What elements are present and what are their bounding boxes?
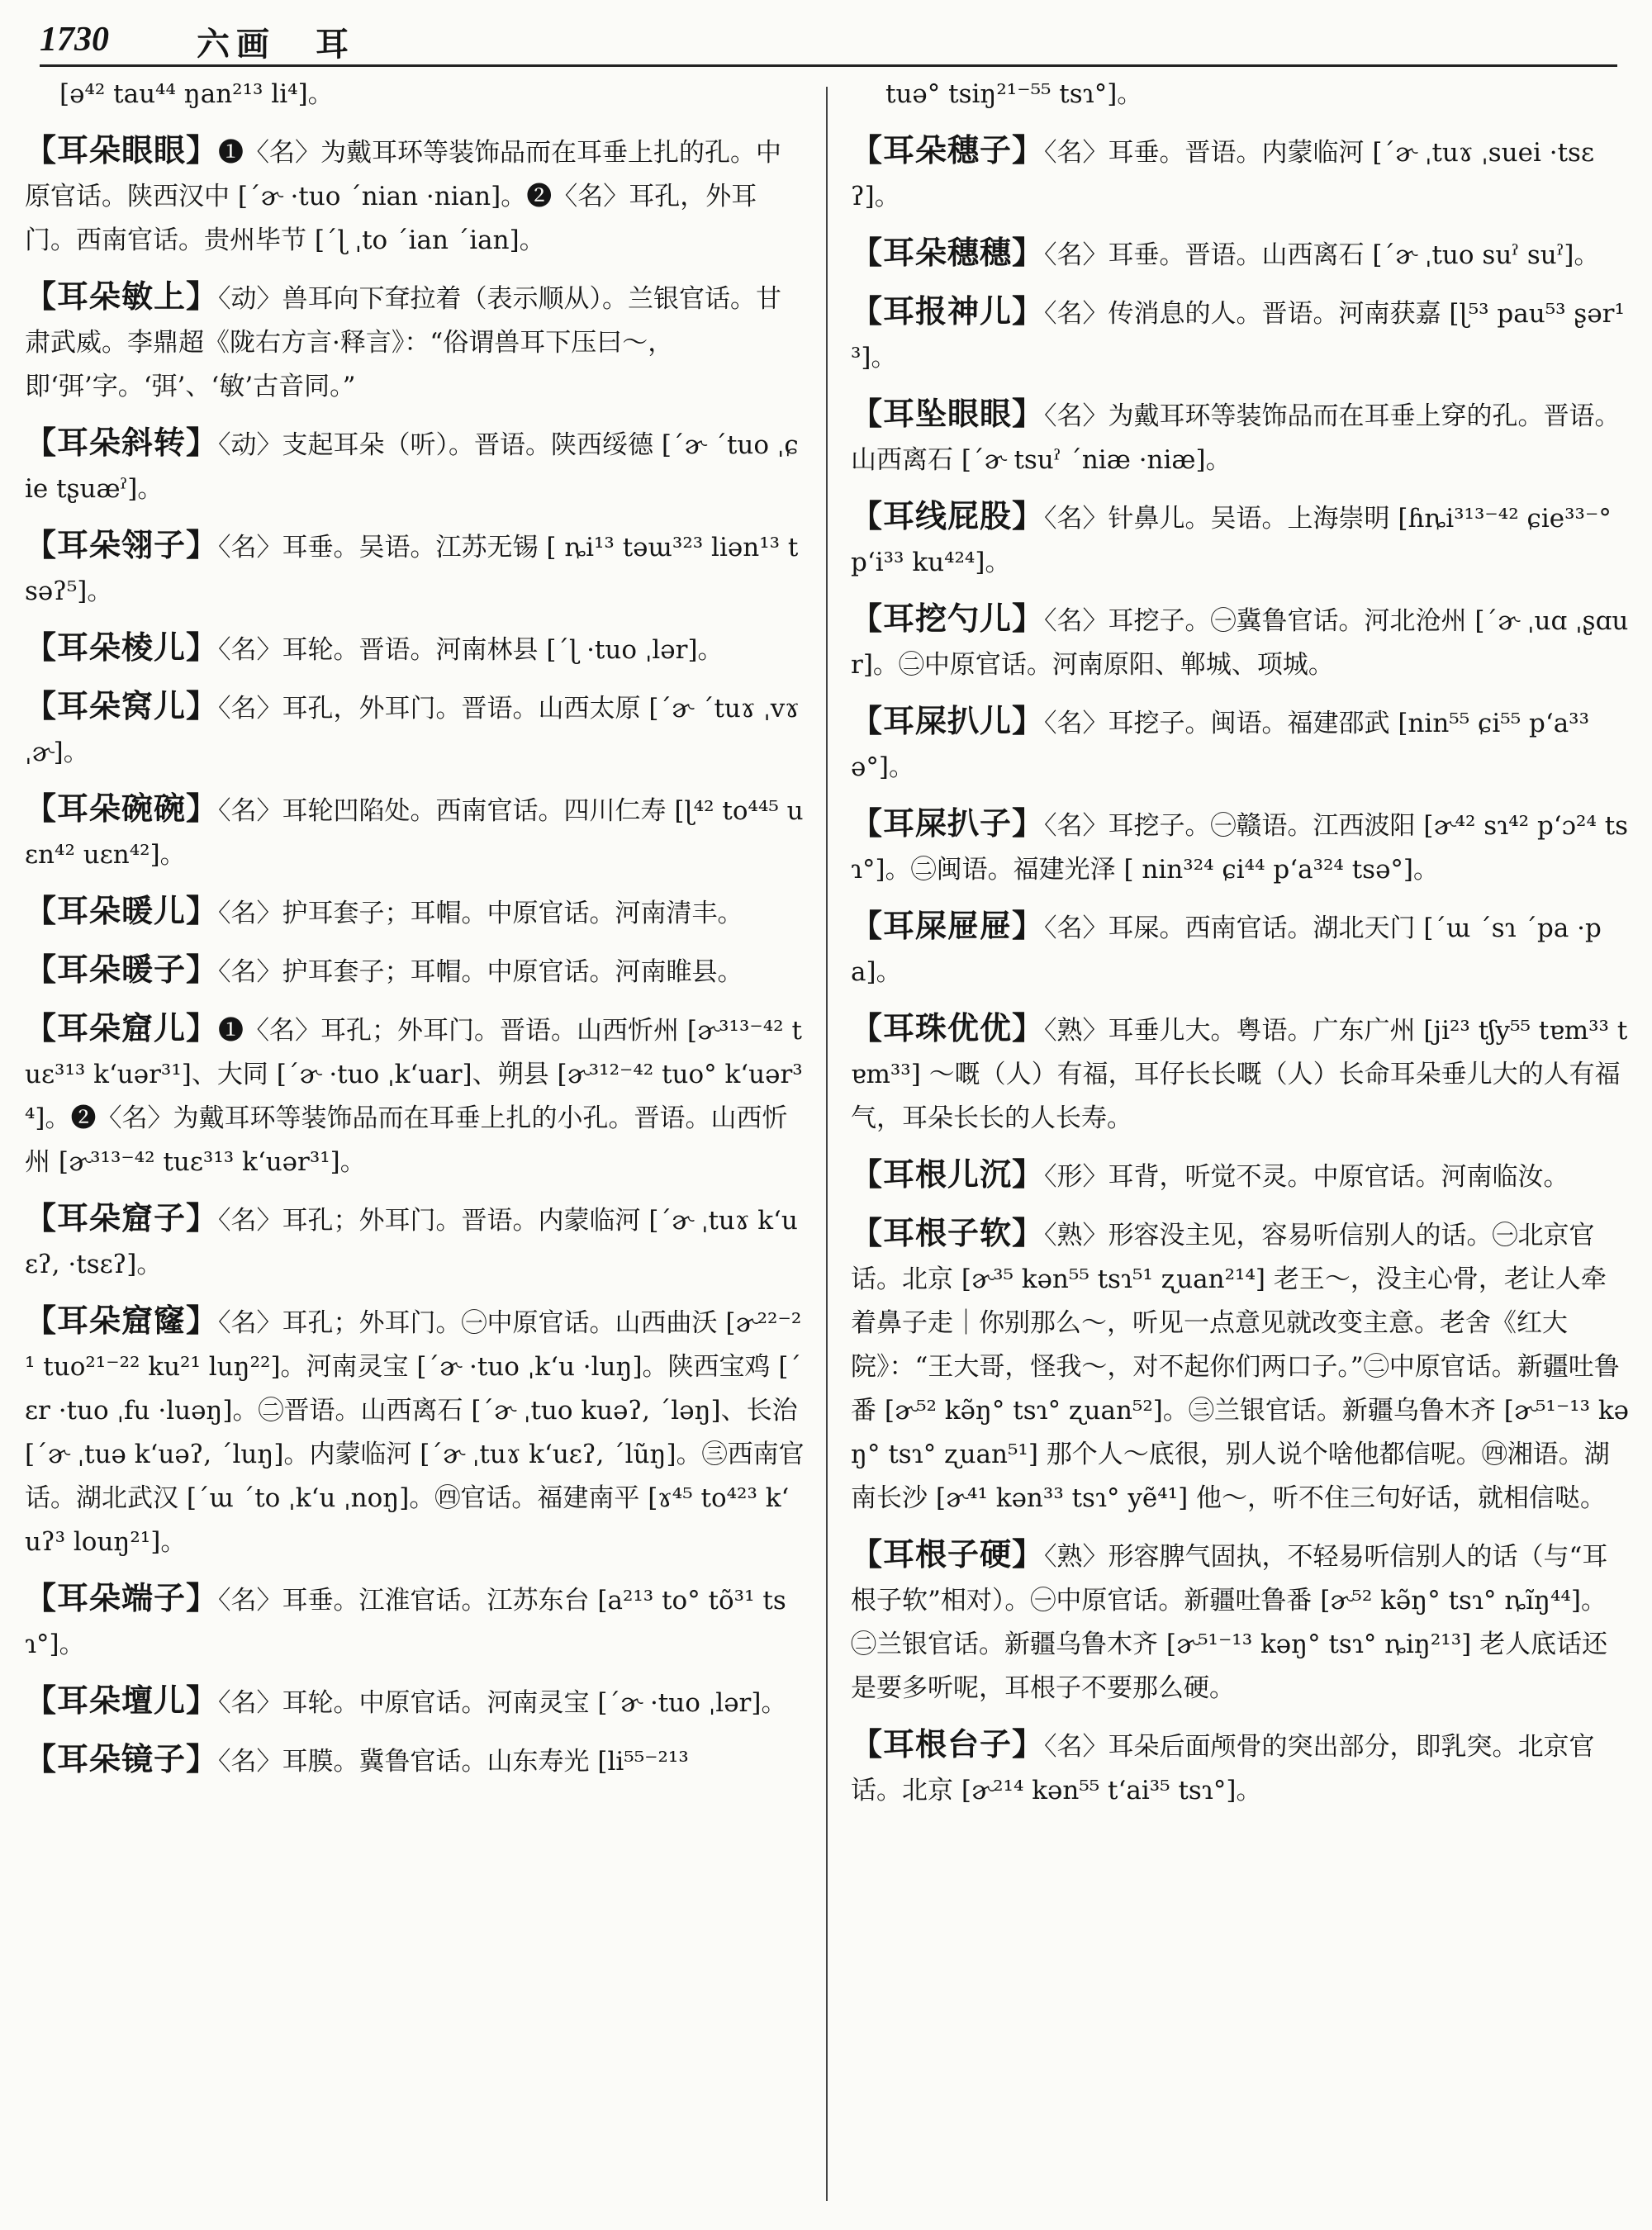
entry-definition: 〈名〉护耳套子；耳帽。中原官话。河南清丰。	[218, 899, 743, 928]
entry-headword: 【耳线屁股】	[851, 497, 1045, 534]
dictionary-entry	[851, 1006, 1631, 1141]
dictionary-entry	[25, 625, 805, 672]
entry-headword: 【耳朵端子】	[25, 1579, 219, 1616]
dictionary-entry	[851, 128, 1631, 219]
entry-headword: 【耳屎屉屉】	[851, 907, 1045, 944]
entry-definition: 〈名〉耳屎。西南官话。湖北天门 [ˊɯ ˊsɿ ˊpa ·pa]。	[851, 913, 1602, 987]
entry-definition: 〈名〉耳垂。吴语。江苏无锡 [ ȵi¹³ təɯ³²³ liən¹³ tsəʔ⁵]。	[25, 533, 799, 606]
dictionary-entry	[25, 128, 805, 263]
entry-definition: 〈名〉耳孔，外耳门。晋语。山西太原 [ˊɚ ˊtuɤ ˌvɤ ˌɚ]。	[25, 694, 800, 767]
entry-headword: 【耳朵穗穗】	[851, 234, 1045, 271]
dictionary-entry	[851, 801, 1631, 892]
dictionary-entry	[851, 391, 1631, 482]
entry-headword: 【耳朵暖儿】	[25, 892, 219, 929]
entry-headword: 【耳朵穗子】	[851, 131, 1045, 168]
entry-definition: 〈名〉为戴耳环等装饰品而在耳垂上穿的孔。晋语。山西离石 [ˊɚ tsuˀ ˊniæ ·niæ]。	[851, 401, 1621, 475]
dictionary-entry	[25, 1196, 805, 1287]
entry-definition: 〈名〉耳轮。晋语。河南林县 [ˊɭ ·tuo ˌlər]。	[218, 635, 724, 665]
entry-definition: 〈名〉耳挖子。闽语。福建邵武 [nin⁵⁵ ɕi⁵⁵ pʻa³³ ə°]。	[851, 709, 1590, 782]
entry-headword: 【耳挖勺儿】	[851, 600, 1045, 637]
entry-definition: 〈形〉耳背，听觉不灵。中原官话。河南临汝。	[1044, 1162, 1569, 1192]
dictionary-entry	[851, 289, 1631, 380]
entry-definition: 〈名〉耳轮凹陷处。西南官话。四川仁寿 [ɭ⁴² to⁴⁴⁵ uɛn⁴² uɛn⁴²]。	[25, 796, 804, 870]
dictionary-entry	[25, 684, 805, 775]
dictionary-entry	[851, 1532, 1631, 1710]
dictionary-entry	[851, 1152, 1631, 1199]
section-title: 六画 耳	[197, 25, 355, 64]
entry-headword: 【耳朵眼眼】	[25, 131, 219, 168]
entry-headword: 【耳根儿沉】	[851, 1155, 1045, 1193]
entry-headword: 【耳根子硬】	[851, 1535, 1045, 1573]
entry-headword: 【耳朵暖子】	[25, 951, 219, 988]
dictionary-entry	[25, 1576, 805, 1667]
entry-headword: 【耳朵翎子】	[25, 526, 219, 563]
continuation-text: [ə⁴² tau⁴⁴ ŋan²¹³ li⁴]。	[59, 79, 334, 109]
dictionary-entry	[25, 889, 805, 936]
entry-definition: 〈熟〉耳垂儿大。粤语。广东广州 [ji²³ tʃy⁵⁵ tɐm³³ tɐm³³] ～嘅（人）有福，耳仔长长嘅（人）长命耳朵垂儿大的人有福气，耳朵长长的人长寿。	[851, 1016, 1628, 1133]
entry-headword: 【耳朵窟儿】	[25, 1009, 219, 1046]
entry-definition: 〈名〉耳轮。中原官话。河南灵宝 [ˊɚ ·tuo ˌlər]。	[218, 1688, 787, 1718]
entry-headword: 【耳屎扒子】	[851, 804, 1045, 842]
entry-list	[25, 128, 805, 1784]
entry-definition: 〈名〉耳挖子。㊀赣语。江西波阳 [ɚ⁴² sɿ⁴² pʻɔ²⁴ tsɿ°]。㊁闽语。福建光泽 [ nin³²⁴ ɕi⁴⁴ pʻa³²⁴ tsə°]。	[851, 811, 1629, 885]
dictionary-entry	[851, 699, 1631, 790]
entry-definition: ❶〈名〉为戴耳环等装饰品而在耳垂上扎的孔。中原官话。陕西汉中 [ˊɚ ·tuo ˊnian ·nian]。❷〈名〉耳孔，外耳门。西南官话。贵州毕节 [ˊɭ ˌto ˊian ˊian]。	[25, 138, 782, 255]
entry-definition: ❶〈名〉耳孔；外耳门。晋语。山西忻州 [ɚ³¹³⁻⁴² tuɛ³¹³ kʻuər³¹]、大同 [ˊɚ ·tuo ˌkʻuar]、朔县 [ɚ³¹²⁻⁴² tuo° kʻuər³⁴]。❷〈名〉为戴耳环等装饰品而在耳垂上扎的小孔。晋语。山西忻州 [ɚ³¹³⁻⁴² tuɛ³¹³ kʻuər³¹]。	[25, 1016, 803, 1177]
entry-headword: 【耳朵窝儿】	[25, 687, 219, 724]
entry-headword: 【耳朵敏上】	[25, 278, 219, 315]
dictionary-entry	[25, 1678, 805, 1725]
entry-list	[851, 128, 1631, 1813]
entry-headword: 【耳朵窟窿】	[25, 1302, 219, 1339]
entry-definition: 〈名〉耳垂。晋语。内蒙临河 [ˊɚ ˌtuɤ ˌsuei ·tsɛʔ]。	[851, 138, 1595, 211]
entry-headword: 【耳朵壇儿】	[25, 1682, 219, 1719]
dictionary-entry	[25, 420, 805, 511]
entry-definition: 〈名〉耳膜。冀鲁官话。山东寿光 [li⁵⁵⁻²¹³	[218, 1747, 689, 1777]
dictionary-entry	[25, 1006, 805, 1184]
entry-definition: 〈熟〉形容脾气固执，不轻易听信别人的话（与“耳根子软”相对）。㊀中原官话。新疆吐鲁番 [ɚ⁵² kə̃ŋ° tsɿ° ȵĩŋ⁴⁴]。㊁兰银官话。新疆乌鲁木齐 [ɚ⁵¹⁻¹³ kəŋ° tsɿ° ȵiŋ²¹³] 老人底话还是要多听呢，耳根子不要那么硬。	[851, 1542, 1608, 1703]
entry-headword: 【耳坠眼眼】	[851, 395, 1045, 432]
entry-definition: 〈名〉传消息的人。晋语。河南获嘉 [ɭ⁵³ pau⁵³ ʂər¹³]。	[851, 299, 1625, 372]
page-number: 1730	[40, 21, 109, 59]
entry-definition: 〈名〉耳垂。晋语。山西离石 [ˊɚ ˌtuo suˀ suˀ]。	[1044, 240, 1600, 270]
dictionary-entry	[25, 1298, 805, 1564]
dictionary-entry	[25, 786, 805, 877]
dictionary-entry	[851, 230, 1631, 278]
dictionary-entry	[851, 1722, 1631, 1813]
entry-definition: 〈名〉耳孔；外耳门。晋语。内蒙临河 [ˊɚ ˌtuɤ kʻuɛʔ, ·tsɛʔ]。	[25, 1206, 798, 1279]
entry-headword: 【耳根子软】	[851, 1214, 1045, 1251]
entry-headword: 【耳朵斜转】	[25, 424, 219, 461]
column-divider	[826, 87, 828, 2201]
entry-definition: 〈名〉耳挖子。㊀冀鲁官话。河北沧州 [ˊɚ ˌuɑ ˌʂɑur]。㊁中原官话。河南原阳、郸城、项城。	[851, 606, 1629, 680]
dictionary-entry	[25, 523, 805, 614]
dictionary-entry	[851, 1211, 1631, 1521]
entry-headword: 【耳报神儿】	[851, 292, 1045, 330]
entry-definition: 〈名〉耳朵后面颅骨的突出部分，即乳突。北京官话。北京 [ɚ²¹⁴ kən⁵⁵ tʻai³⁵ tsɿ°]。	[851, 1732, 1595, 1805]
entry-definition: 〈名〉耳垂。江淮官话。江苏东台 [a²¹³ to° tõ³¹ tsɿ°]。	[25, 1586, 786, 1659]
entry-definition: 〈名〉针鼻儿。吴语。上海崇明 [ɦȵi³¹³⁻⁴² ɕie³³⁻° pʻi³³ ku⁴²⁴]。	[851, 504, 1612, 577]
entry-definition: 〈熟〉形容没主见，容易听信别人的话。㊀北京官话。北京 [ɚ³⁵ kən⁵⁵ tsɿ⁵¹ ʐuan²¹⁴] 老王～，没主心骨，老让人牵着鼻子走｜你别那么～，听见一点意见就改变主意。老舍《红大院》：“王大哥，怪我～，对不起你们两口子。”㊁中原官话。新疆吐鲁番 [ɚ⁵² kə̃ŋ° tsɿ° ʐuan⁵²]。㊂兰银官话。新疆乌鲁木齐 [ɚ⁵¹⁻¹³ kəŋ° tsɿ° ʐuan⁵¹] 那个人～底很，别人说个啥他都信呢。㊃湘语。湖南长沙 [ɚ⁴¹ kən³³ tsɿ° yẽ⁴¹] 他～，听不住三句好话，就相信哒。	[851, 1221, 1630, 1513]
dictionary-entry	[851, 596, 1631, 687]
entry-definition: 〈动〉支起耳朵（听）。晋语。陕西绥德 [ˊɚ ˊtuo ˌɕie tʂuæˀ]。	[25, 430, 799, 504]
page-header	[40, 15, 1617, 67]
entry-definition: 〈名〉护耳套子；耳帽。中原官话。河南睢县。	[218, 957, 743, 987]
entry-definition: 〈动〉兽耳向下耷拉着（表示顺从）。兰银官话。甘肃武威。李鼎超《陇右方言·释言》：“俗谓兽耳下压曰～，即‘弭’字。‘弭’、‘敏’古音同。”	[25, 284, 782, 401]
dictionary-entry	[25, 1737, 805, 1784]
entry-headword: 【耳珠优优】	[851, 1009, 1045, 1046]
dictionary-entry	[25, 274, 805, 409]
entry-headword: 【耳朵碗碗】	[25, 790, 219, 827]
entry-headword: 【耳根台子】	[851, 1725, 1045, 1763]
dictionary-entry	[25, 947, 805, 994]
entry-definition: 〈名〉耳孔；外耳门。㊀中原官话。山西曲沃 [ɚ²²⁻²¹ tuo²¹⁻²² ku²¹ luŋ²²]。河南灵宝 [ˊɚ ·tuo ˌkʻu ·luŋ]。陕西宝鸡 [ˊɛr ·tuo ˌfu ·luəŋ]。㊁晋语。山西离石 [ˊɚ ˌtuo kuəʔ, ˊləŋ]、长治 [ˊɚ ˌtuə kʻuəʔ, ˊluŋ]。内蒙临河 [ˊɚ ˌtuɤ kʻuɛʔ, ˊlũŋ]。㊂西南官话。湖北武汉 [ˊɯ ˊto ˌkʻu ˌnoŋ]。㊃官话。福建南平 [ɤ⁴⁵ to⁴²³ kʻuʔ³ louŋ²¹]。	[25, 1308, 805, 1557]
entry-headword: 【耳屎扒儿】	[851, 702, 1045, 739]
dictionary-entry	[851, 904, 1631, 994]
dictionary-entry	[851, 494, 1631, 585]
entry-headword: 【耳朵棱儿】	[25, 629, 219, 666]
entry-headword: 【耳朵窟子】	[25, 1199, 219, 1236]
left-column	[25, 73, 805, 1796]
entry-headword: 【耳朵镜子】	[25, 1740, 219, 1777]
right-column	[851, 73, 1631, 1824]
continuation-text: tuə° tsiŋ²¹⁻⁵⁵ tsɿ°]。	[885, 79, 1143, 109]
